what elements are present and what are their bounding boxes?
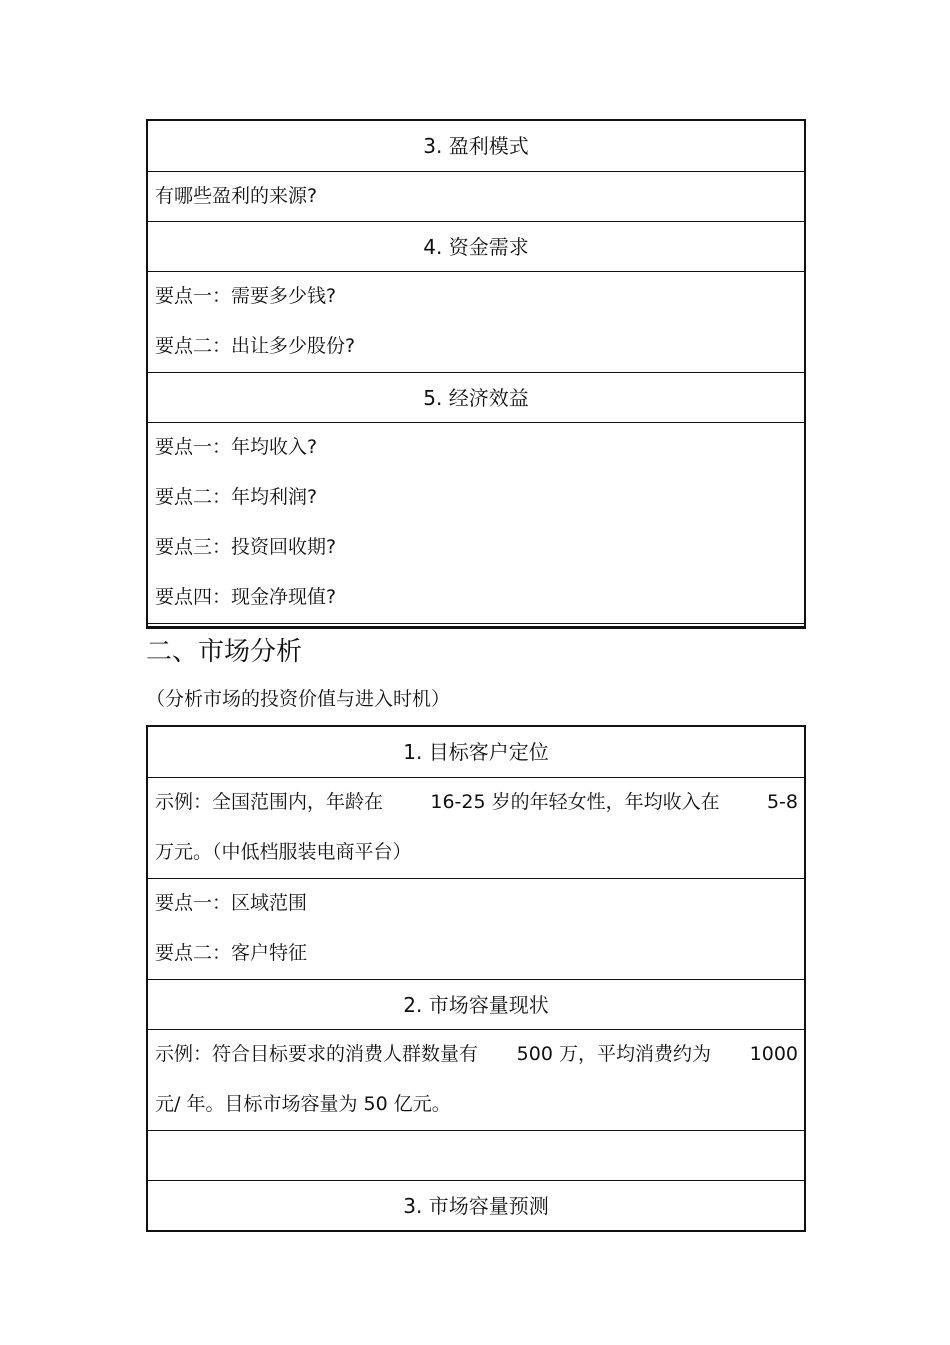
section-title-economic-benefit: 5. 经济效益: [148, 372, 804, 422]
section-title-profit-model: 3. 盈利模式: [423, 134, 529, 158]
profit-model-question: 有哪些盈利的来源?: [148, 171, 804, 221]
target-customer-points: [148, 878, 804, 979]
market-capacity-example: [148, 1029, 804, 1130]
table-market-analysis: [146, 725, 806, 1232]
example-text-part-1: 示例：全国范围内，年龄在: [155, 791, 384, 813]
funding-point-2: 要点二：出让多少股份?: [155, 335, 356, 357]
capacity-text-part-3: 1000: [749, 1043, 798, 1065]
empty-row: [148, 1130, 804, 1180]
table-business-model: [146, 119, 806, 629]
section-title-market-capacity: 2. 市场容量现状: [148, 979, 804, 1029]
customer-point-2: 要点二：客户特征: [155, 942, 308, 964]
capacity-text-part-1: 示例：符合目标要求的消费人群数量有: [155, 1043, 479, 1065]
benefit-point-2: 要点二：年均利润?: [155, 486, 318, 508]
benefit-point-4: 要点四：现金净现值?: [155, 586, 337, 608]
example-text-part-3: 5-8: [766, 791, 798, 813]
economic-benefit-points: [148, 422, 804, 627]
funding-needs-points: [148, 271, 804, 372]
section-title-funding-needs: 4. 资金需求: [148, 221, 804, 271]
funding-point-1: 要点一：需要多少钱?: [155, 285, 337, 307]
target-customer-example: [148, 777, 804, 878]
benefit-point-1: 要点一：年均收入?: [155, 436, 318, 458]
benefit-point-3: 要点三：投资回收期?: [155, 536, 337, 558]
section-title-capacity-forecast: 3. 市场容量预测: [148, 1180, 804, 1230]
section-subheading: （分析市场的投资价值与进入时机）: [146, 688, 451, 710]
market-capacity-example-line2: 元/ 年。目标市场容量为 50 亿元。: [155, 1093, 451, 1115]
section-title-target-customer: 1. 目标客户定位: [403, 740, 549, 764]
capacity-text-part-2: 500 万，平均消费约为: [516, 1043, 711, 1065]
example-text-part-2: 16-25 岁的年轻女性，年均收入在: [430, 791, 720, 813]
section-heading-market-analysis: 二、市场分析: [146, 637, 303, 667]
target-customer-example-line2: 万元。（中低档服装电商平台）: [155, 841, 412, 863]
market-capacity-example-line1: [148, 1030, 804, 1080]
target-customer-example-line1: [148, 778, 804, 828]
customer-point-1: 要点一：区域范围: [155, 892, 308, 914]
